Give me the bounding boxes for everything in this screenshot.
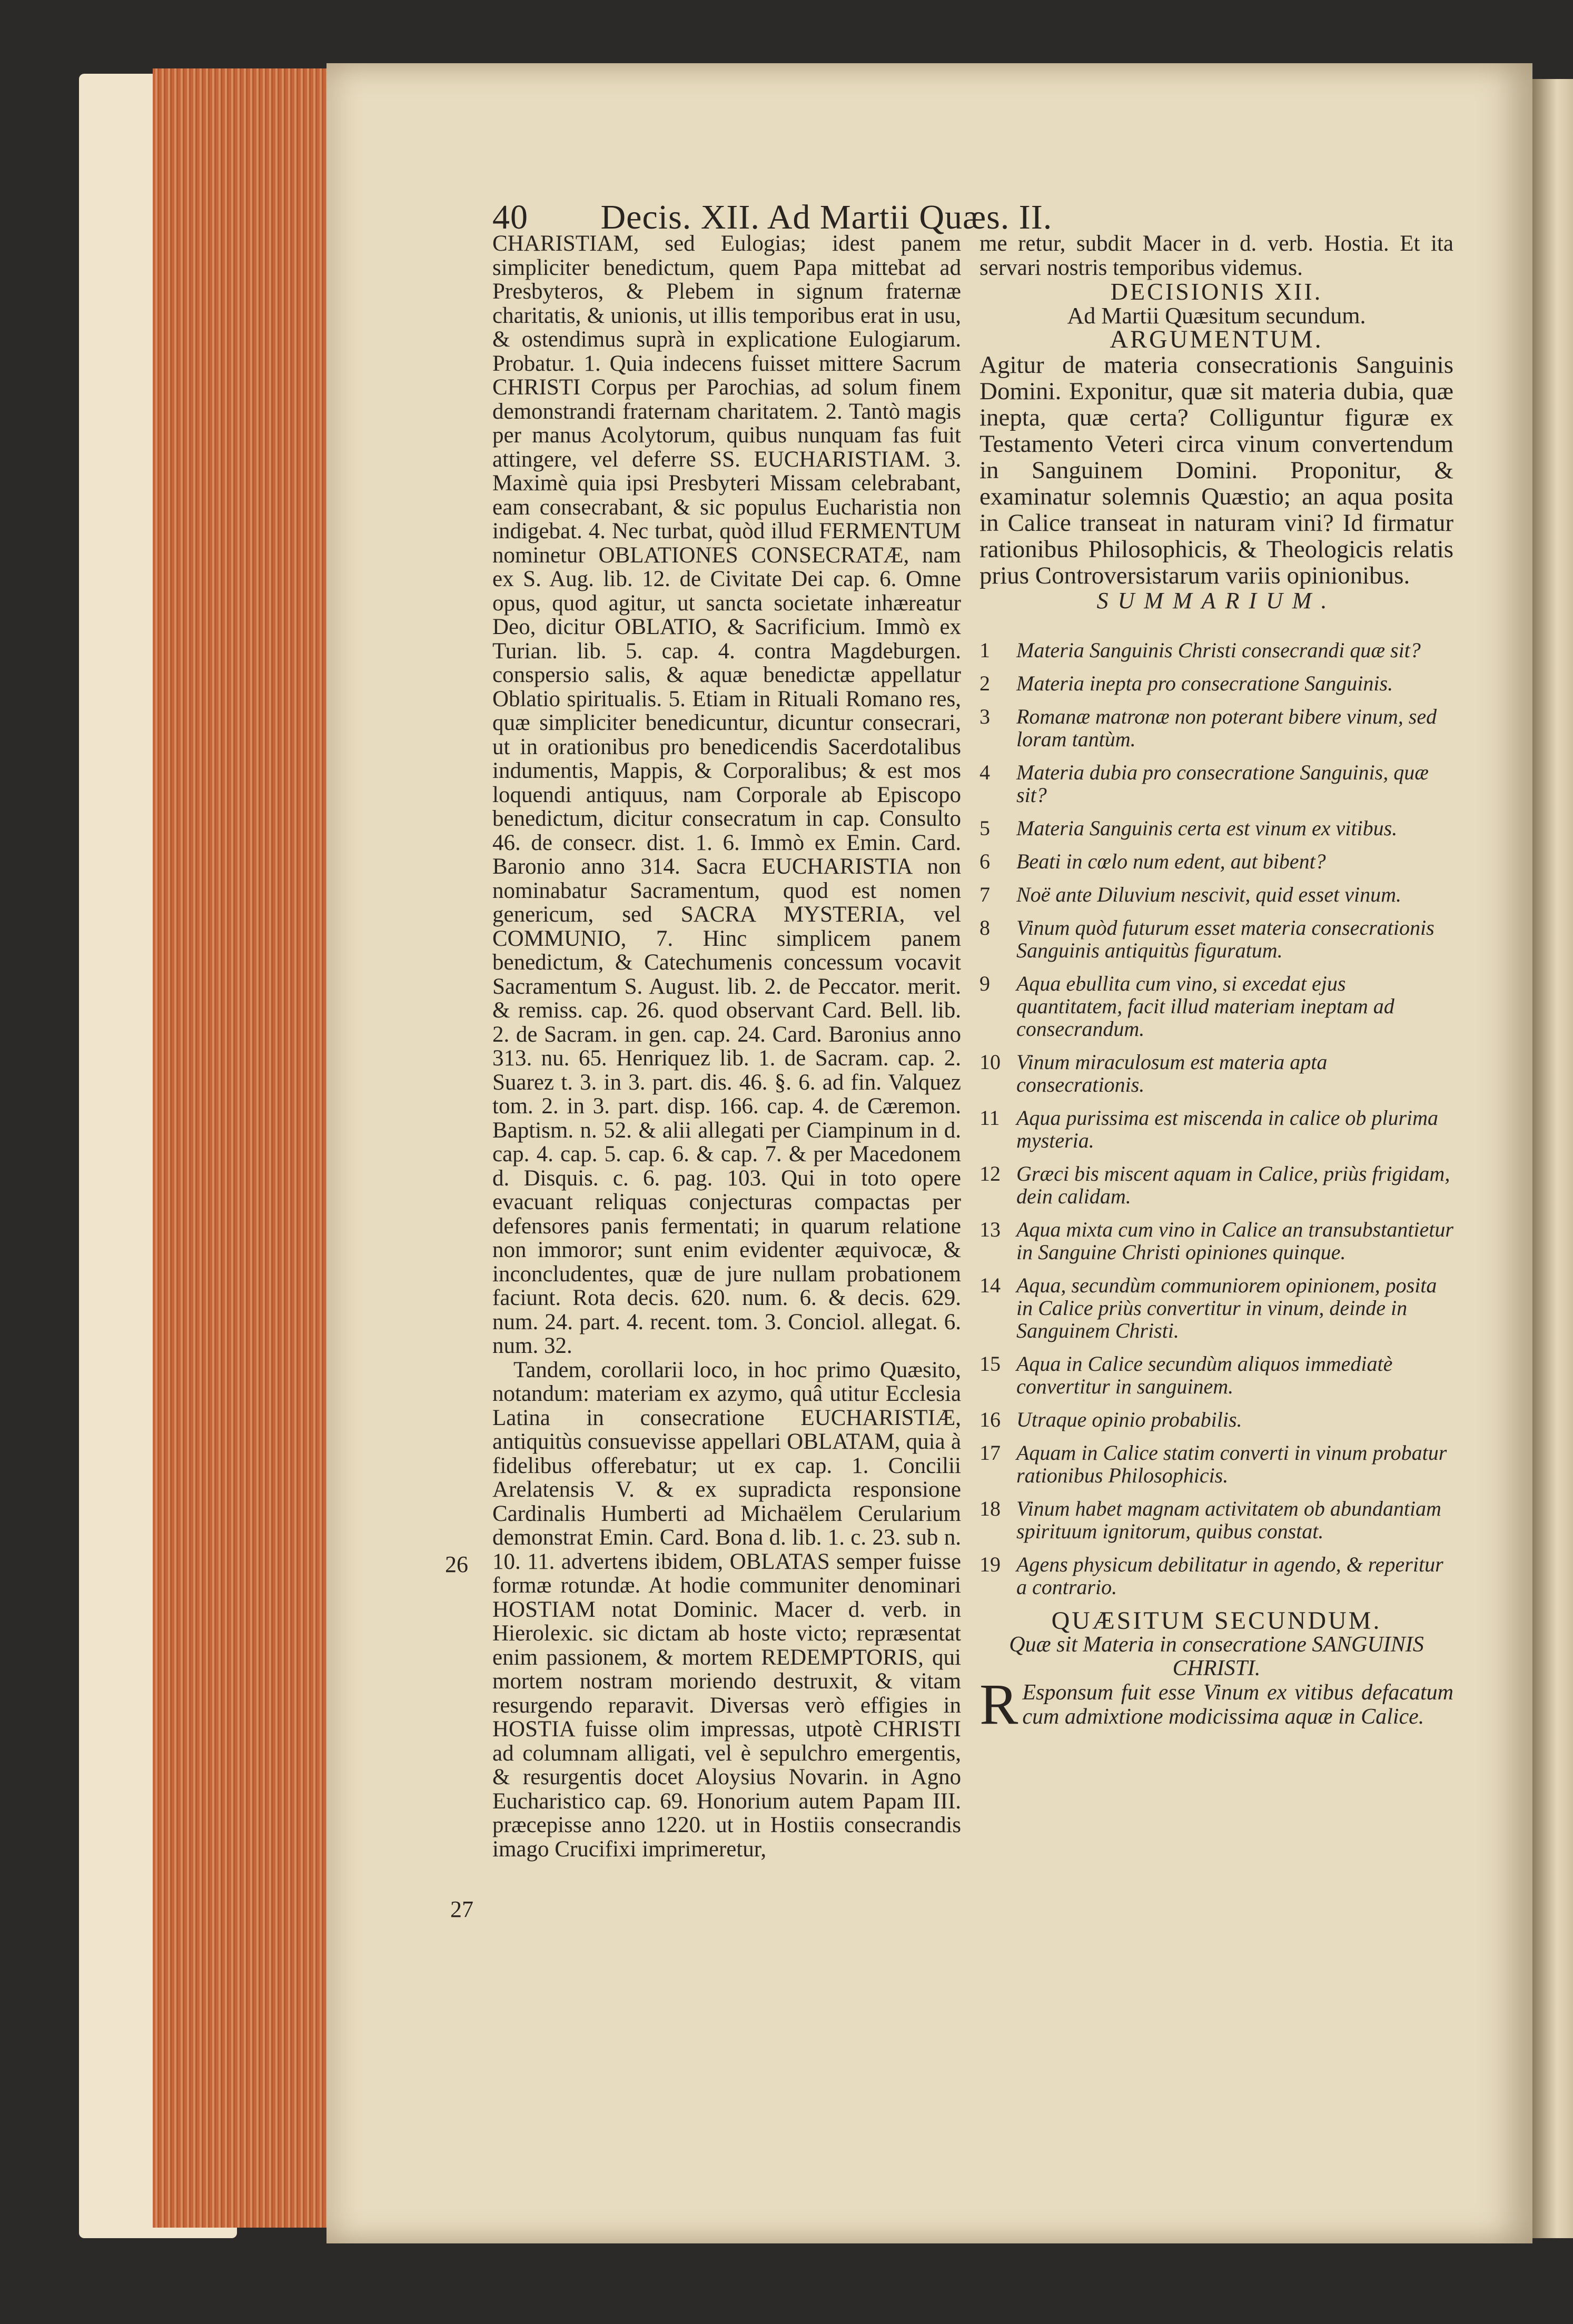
- list-item: [980, 639, 1453, 661]
- item-text: Græci bis miscent aquam in Calice, priùs frigidam, dein calidam.: [1016, 1162, 1450, 1208]
- response-text: Esponsum fuit esse Vinum ex vitibus defacatum cum admixtione modicissima aquæ in Calice.: [1022, 1680, 1453, 1729]
- item-number: 4: [980, 760, 990, 784]
- list-item: [980, 705, 1453, 750]
- item-text: Materia inepta pro consecratione Sanguinis.: [1016, 671, 1393, 695]
- list-item: [980, 1408, 1453, 1431]
- list-item: [980, 916, 1453, 962]
- decision-heading: DECISIONIS XII.: [1110, 278, 1323, 305]
- facing-page-edge: [1532, 79, 1573, 2238]
- list-item: [980, 972, 1453, 1040]
- argumentum-heading: ARGUMENTUM.: [1110, 325, 1323, 353]
- list-item: [980, 817, 1453, 839]
- running-title: Decis. XII. Ad Martii Quæs. II.: [600, 198, 1053, 236]
- quaesitum-heading: QUÆSITUM SECUNDUM.: [1051, 1607, 1382, 1635]
- item-text: Beati in cœlo num edent, aut bibent?: [1016, 849, 1326, 873]
- item-number: 10: [980, 1050, 1001, 1074]
- item-number: 19: [980, 1552, 1001, 1576]
- item-text: Materia Sanguinis Christi consecrandi quæ sit?: [1016, 638, 1421, 662]
- list-item: [980, 1352, 1453, 1398]
- item-text: Agens physicum debilitatur in agendo, & reperitur a contrario.: [1016, 1552, 1443, 1599]
- list-item: [980, 672, 1453, 695]
- item-number: 16: [980, 1408, 1001, 1431]
- summarium-heading: SUMMARIUM.: [1096, 587, 1337, 614]
- item-number: 7: [980, 883, 990, 906]
- list-item: [980, 1051, 1453, 1096]
- item-number: 15: [980, 1352, 1001, 1376]
- item-number: 9: [980, 972, 990, 995]
- list-item: [980, 1162, 1453, 1208]
- list-item: [980, 850, 1453, 873]
- margin-note-26: 26: [445, 1551, 468, 1577]
- item-text: Aqua, secundùm communiorem opinionem, posita in Calice priùs convertitur in vinum, deinde in Sanguinem Christi.: [1016, 1273, 1437, 1342]
- quaesitum-question: Quæ sit Materia in consecratione SANGUINIS CHRISTI.: [1009, 1632, 1424, 1680]
- response-paragraph: [980, 1672, 1453, 1736]
- item-text: Aqua mixta cum vino in Calice an transubstantietur in Sanguine Christi opiniones quinque.: [1016, 1218, 1453, 1264]
- list-item: [980, 761, 1453, 806]
- item-number: 6: [980, 849, 990, 873]
- item-text: Vinum miraculosum est materia apta consecrationis.: [1016, 1050, 1328, 1096]
- item-number: 17: [980, 1441, 1001, 1465]
- right-column: [980, 231, 1453, 1736]
- item-number: 8: [980, 916, 990, 940]
- item-number: 13: [980, 1218, 1001, 1241]
- ad-heading: Ad Martii Quæsitum secundum.: [1067, 302, 1366, 329]
- left-paragraph-1: CHARISTIAM, sed Eulogias; idest panem simpliciter benedictum, quem Papa mittebat ad Presbyteros, & Plebem in signum fraternæ charitatis, & unionis, ut illis temporibus erat in usu, & ostendimus suprà in explicatione Eulogiarum. Probatur. 1. Quia indecens fuisset mittere Sacrum CHRISTI Corpus per Parochias, ad solum finem demonstrandi fraternam charitatem. 2. Tantò magis per manus Acolytorum, quibus nunquam fas fuit attingere, vel deferre SS. EUCHARISTIAM. 3. Maximè quia ipsi Presbyteri Missam celebrabant, eam consecrabant, & sic populus Eucharistia non indigebat. 4. Nec turbat, quòd illud FERMENTUM nominetur OBLATIONES CONSECRATÆ, nam ex S. Aug. lib. 12. de Civitate Dei cap. 6. Omne opus, quod agitur, ut sancta societate inhæreatur Deo, dicitur OBLATIO, & Sacrificium. Immò ex Turian. lib. 5. cap. 4. contra Magdeburgen. conspersio salis, & aquæ benedictæ appellatur Oblatio spiritualis. 5. Etiam in Rituali Romano res, quæ simpliciter benedicuntur, dicuntur consecrari, ut in orationibus pro benedicendis Sacerdotalibus indumentis, Mappis, & Corporalibus; & est mos loquendi antiquus, nam Corporale ab Episcopo benedictum, dicitur consecratum in cap. Consulto 46. de consecr. dist. 1. 6. Immò ex Emin. Card. Baronio anno 314. Sacra EUCHARISTIA non nominabatur Sacramentum, quod est nomen genericum, sed SACRA MYSTERIA, vel COMMUNIO, 7. Hinc simplicem panem benedictum, & Catechumenis concessum vocavit Sacramentum S. August. lib. 2. de Peccator. merit. & remiss. cap. 26. quod observant Card. Bell. lib. 2. de Sacram. in gen. cap. 24. Card. Baronius anno 313. nu. 65. Henriquez lib. 1. de Sacram. cap. 2. Suarez t. 3. in 3. part. dis. 46. §. 6. ad fin. Valquez tom. 2. in 3. part. disp. 166. cap. 4. de Cæremon. Baptism. n. 52. & alii allegati per Ciampinum in d. cap. 4. cap. 5. cap. 6. & cap. 7. & per Macedonem d. Disquis. c. 6. pag. 103. Qui in toto opere evacuant reliquas conjecturas compactas per defensores panis fermentati; in quarum relatione non immoror; sunt enim evidenter æquivocæ, & inconcludentes, quæ de jure nullam probationem faciunt. Rota decis. 620. num. 6. & decis. 629. num. 24. part. 4. recent. tom. 3. Conciol. allegat. 6. num. 32.: [492, 231, 961, 1358]
- list-item: [980, 1497, 1453, 1542]
- item-text: Vinum quòd futurum esset materia consecrationis Sanguinis antiquitùs figuratum.: [1016, 916, 1435, 962]
- item-text: Utraque opinio probabilis.: [1016, 1408, 1242, 1431]
- item-text: Materia Sanguinis certa est vinum ex vitibus.: [1016, 816, 1398, 840]
- item-text: Aquam in Calice statim converti in vinum probatur rationibus Philosophicis.: [1016, 1441, 1447, 1487]
- left-paragraph-2: Tandem, corollarii loco, in hoc primo Quæsito, notandum: materiam ex azymo, quâ utitur Ecclesia Latina in consecratione EUCHARISTIÆ, antiquitùs consuevisse appellari OBLATAM, quia à fidelibus offerebatur; ut ex cap. 1. Concilii Arelatensis V. & ex supradicta responsione Cardinalis Humberti ad Michaëlem Cerularium demonstrat Emin. Card. Bona d. lib. 1. c. 23. sub n. 10. 11. advertens ibidem, OBLATAS semper fuisse formæ rotundæ. At hodie communiter denominari HOSTIAM notat Dominic. Macer d. verb. in Hierolexic. sic dictam ab hoste victo; repræsentat enim passionem, & mortem REDEMPTORIS, qui mortem nostram moriendo destruxit, & vitam resurgendo reparavit. Diversas verò effigies in HOSTIA fuisse olim impressas, utpotè CHRISTI ad columnam alligati, vel è sepulchro emergentis, & resurgentis docet Aloysius Novarin. in Agno Eucharistico cap. 69. Honorium autem Papam III. præcepisse anno 1220. ut in Hostiis consecrandis imago Crucifixi imprimeretur,: [492, 1357, 961, 1862]
- item-text: Romanæ matronæ non poterant bibere vinum, sed loram tantùm.: [1016, 705, 1437, 751]
- item-text: Materia dubia pro consecratione Sanguinis, quæ sit?: [1016, 760, 1429, 807]
- page-number: 40: [492, 198, 528, 236]
- list-item: [980, 1106, 1453, 1152]
- margin-note-27: 27: [450, 1896, 473, 1922]
- item-number: 1: [980, 638, 990, 662]
- list-item: [980, 883, 1453, 906]
- item-number: 12: [980, 1162, 1001, 1185]
- item-number: 2: [980, 671, 990, 695]
- list-item: [980, 1274, 1453, 1342]
- page-edges: [153, 68, 332, 2228]
- item-text: Vinum habet magnam activitatem ob abundantiam spirituum ignitorum, quibus constat.: [1016, 1497, 1441, 1543]
- argumentum-text: Agitur de materia consecrationis Sanguinis Domini. Exponitur, quæ sit materia dubia, quæ inepta, quæ certa? Colliguntur figuræ ex Testamento Veteri circa vinum convertendum in Sanguinem Domini. Proponitur, & examinatur solemnis Quæstio; an aqua posita in Calice transeat in naturam vini? Id firmatur rationibus Philosophicis, & Theologicis relatis prius Controversistarum variis opinionibus.: [980, 351, 1453, 589]
- list-item: [980, 1218, 1453, 1263]
- summarium-list: [980, 639, 1453, 1598]
- list-item: [980, 1441, 1453, 1487]
- item-number: 5: [980, 816, 990, 840]
- item-number: 18: [980, 1497, 1001, 1520]
- item-number: 11: [980, 1106, 1000, 1130]
- item-number: 14: [980, 1273, 1001, 1297]
- drop-cap: R: [980, 1672, 1018, 1736]
- item-text: Aqua purissima est miscenda in calice ob plurima mysteria.: [1016, 1106, 1439, 1152]
- item-text: Noë ante Diluvium nescivit, quid esset vinum.: [1016, 883, 1401, 906]
- list-item: [980, 1553, 1453, 1598]
- item-text: Aqua in Calice secundùm aliquos immediatè convertitur in sanguinem.: [1016, 1352, 1393, 1398]
- item-number: 3: [980, 705, 990, 728]
- left-column: [492, 232, 961, 1861]
- item-text: Aqua ebullita cum vino, si excedat ejus quantitatem, facit illud materiam ineptam ad consecrandum.: [1016, 972, 1394, 1041]
- continuation-text: me retur, subdit Macer in d. verb. Hostia. Et ita servari nostris temporibus videmus.: [980, 231, 1453, 280]
